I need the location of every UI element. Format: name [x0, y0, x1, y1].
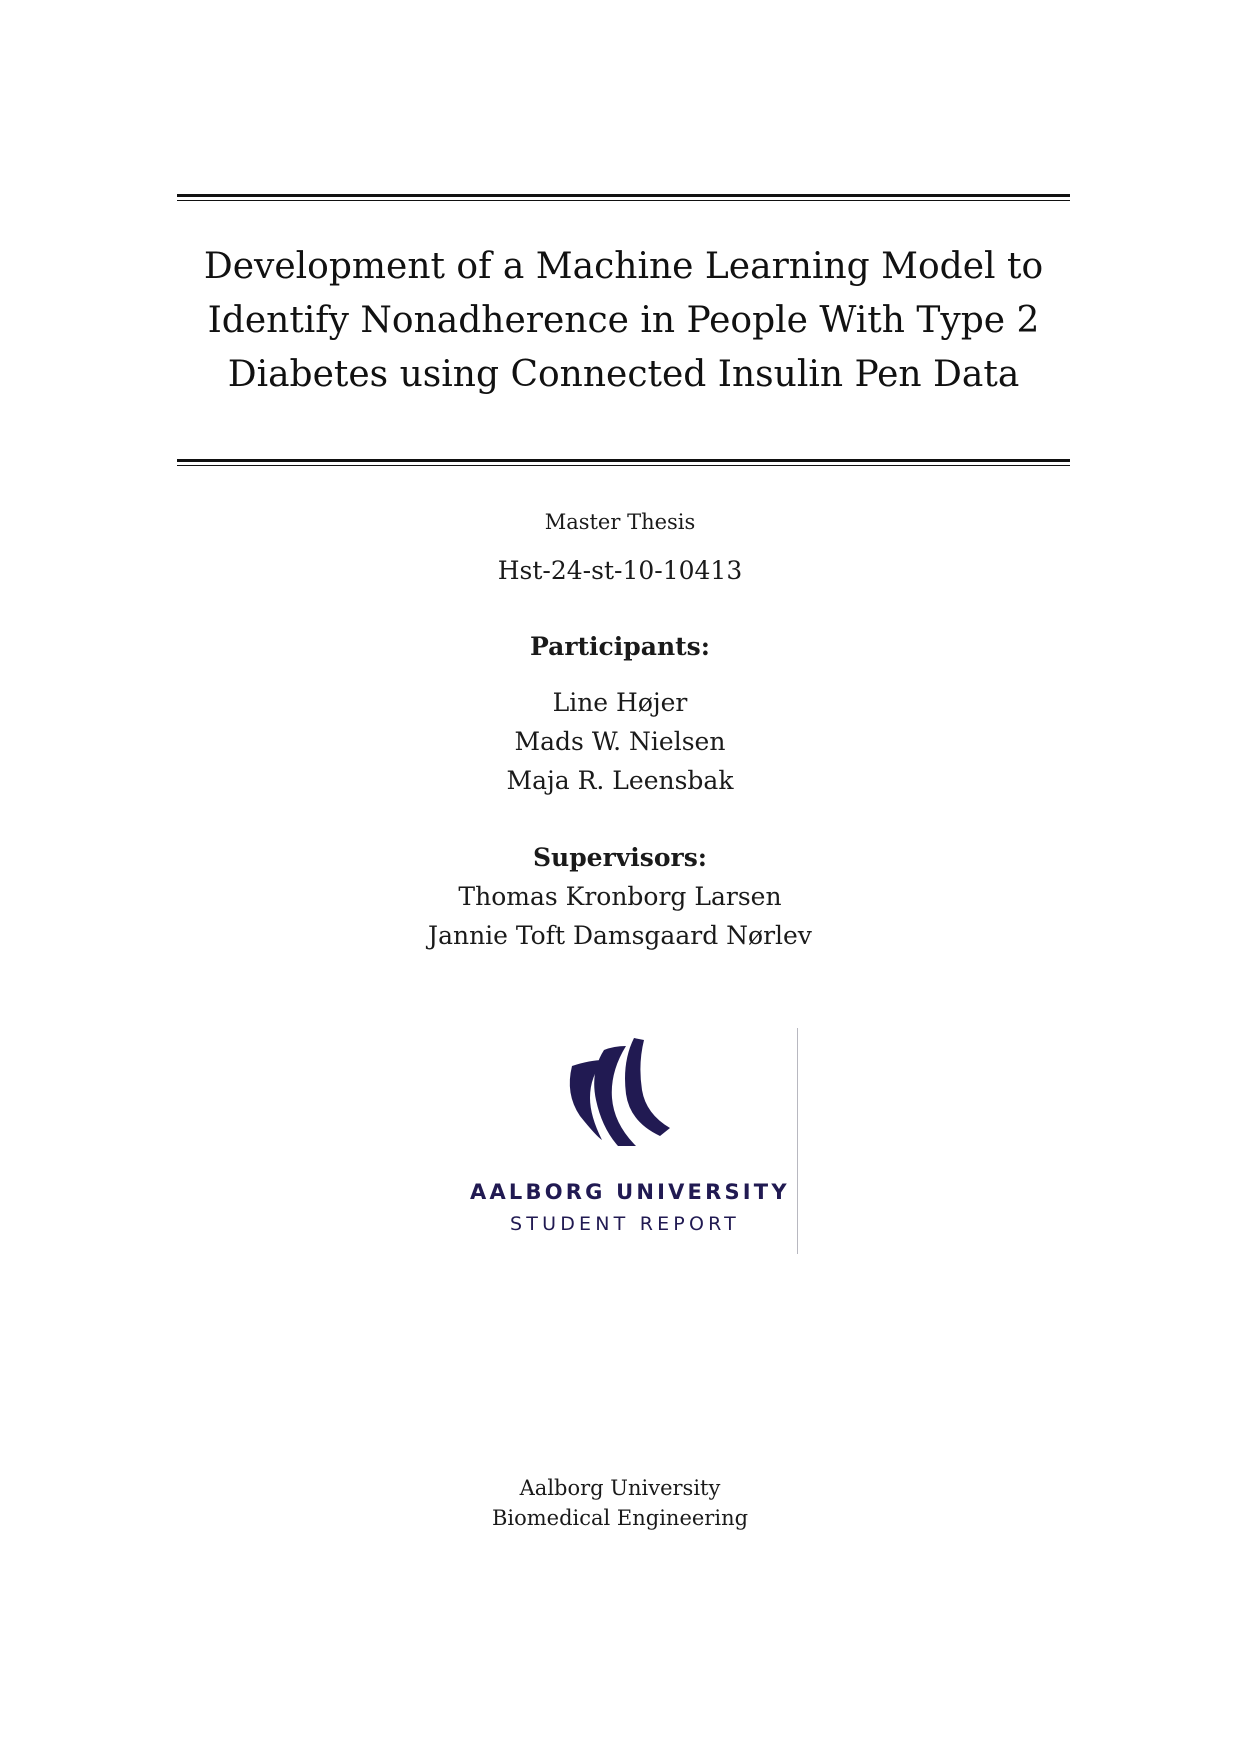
participant-name: Maja R. Leensbak [506, 766, 734, 795]
title-line-1: Development of a Machine Learning Model to [203, 246, 1044, 287]
supervisors-heading: Supervisors: [532, 843, 708, 872]
title-line-3: Diabetes using Connected Insulin Pen Data [227, 354, 1020, 395]
participant-name: Mads W. Nielsen [514, 727, 726, 756]
project-id: Hst-24-st-10-10413 [497, 556, 743, 585]
title-bottom-rule [177, 459, 1070, 466]
footer-department: Biomedical Engineering [491, 1506, 749, 1530]
supervisor-name: Thomas Kronborg Larsen [458, 882, 782, 911]
university-logo-name: AALBORG UNIVERSITY [470, 1180, 790, 1204]
university-logo-subtitle: STUDENT REPORT [510, 1213, 740, 1235]
participants-heading: Participants: [530, 632, 710, 661]
thesis-type: Master Thesis [544, 510, 696, 534]
participant-name: Line Højer [552, 688, 688, 717]
title-top-rule [177, 194, 1070, 201]
footer-university: Aalborg University [519, 1476, 721, 1500]
supervisor-name: Jannie Toft Damsgaard Nørlev [428, 921, 812, 950]
logo-divider [797, 1028, 798, 1254]
thesis-title [160, 240, 1087, 402]
title-line-2: Identify Nonadherence in People With Type 2 [207, 300, 1040, 341]
aalborg-wave-logo-icon [560, 1036, 680, 1150]
